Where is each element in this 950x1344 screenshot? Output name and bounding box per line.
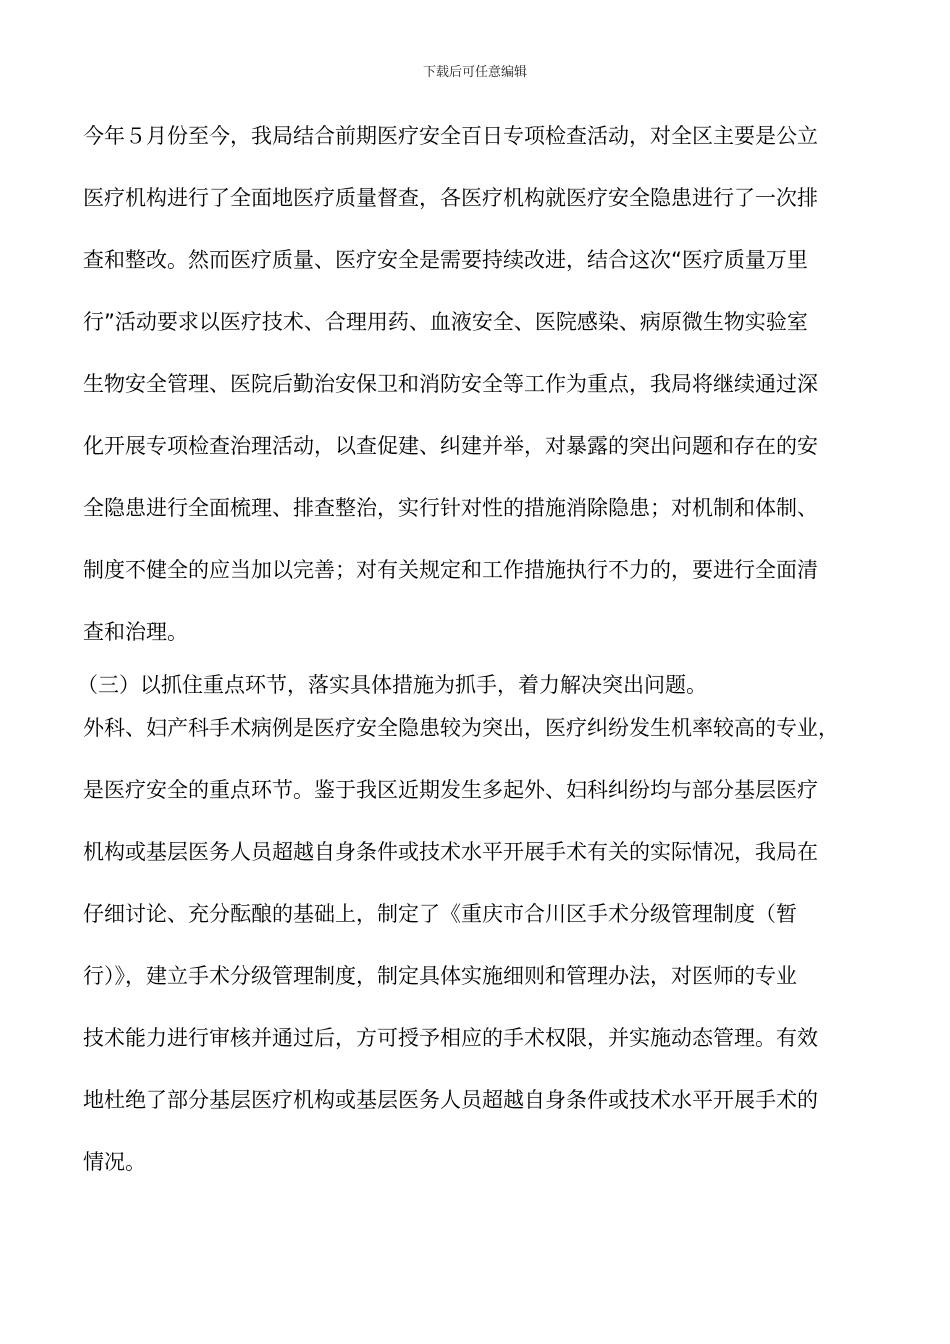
text-line: 外科、妇产科手术病例是医疗安全隐患较为突出，医疗纠纷发生机率较高的专业， — [83, 716, 839, 740]
text-line: 是医疗安全的重点环节。鉴于我区近期发生多起外、妇科纠纷均与部分基层医疗 — [83, 778, 818, 802]
text-line: 技术能力进行审核并通过后，方可授予相应的手术权限，并实施动态管理。有效 — [83, 1026, 818, 1050]
text-line: 全隐患进行全面梳理、排查整治，实行针对性的措施消除隐患；对机制和体制、 — [83, 496, 818, 520]
text-line: 查和整改。然而医疗质量、医疗安全是需要持续改进，结合这次“医疗质量万里 — [83, 248, 808, 272]
text-line: 化开展专项检查治理活动，以查促建、纠建并举，对暴露的突出问题和存在的安 — [83, 434, 818, 458]
text-line: 仔细讨论、充分酝酿的基础上，制定了《重庆市合川区手术分级管理制度（暂 — [83, 902, 797, 926]
text-line: 地杜绝了部分基层医疗机构或基层医务人员超越自身条件或技术水平开展手术的 — [83, 1088, 818, 1112]
text-line: 生物安全管理、医院后勤治安保卫和消防安全等工作为重点，我局将继续通过深 — [83, 372, 818, 396]
paragraph-2 — [83, 709, 883, 1182]
section-heading: （三）以抓住重点环节，落实具体措施为抓手，着力解决突出问题。 — [77, 673, 707, 697]
text-line: 制度不健全的应当加以完善；对有关规定和工作措施执行不力的，要进行全面清 — [83, 558, 818, 582]
text-line: 查和治理。 — [83, 620, 188, 644]
document-body — [77, 117, 883, 1182]
text-line: 行”活动要求以医疗技术、合理用药、血液安全、医院感染、病原微生物实验室 — [83, 310, 808, 334]
text-line: 今年５月份至今，我局结合前期医疗安全百日专项检查活动，对全区主要是公立 — [83, 124, 818, 148]
page-header: 下载后可任意编辑 — [422, 65, 527, 80]
text-line: 情况。 — [83, 1150, 146, 1174]
text-line: 医疗机构进行了全面地医疗质量督查，各医疗机构就医疗安全隐患进行了一次排 — [83, 186, 818, 210]
text-line: 行）》，建立手术分级管理制度，制定具体实施细则和管理办法，对医师的专业 — [83, 964, 797, 988]
text-line: 机构或基层医务人员超越自身条件或技术水平开展手术有关的实际情况，我局在 — [83, 840, 818, 864]
paragraph-1 — [83, 117, 883, 652]
